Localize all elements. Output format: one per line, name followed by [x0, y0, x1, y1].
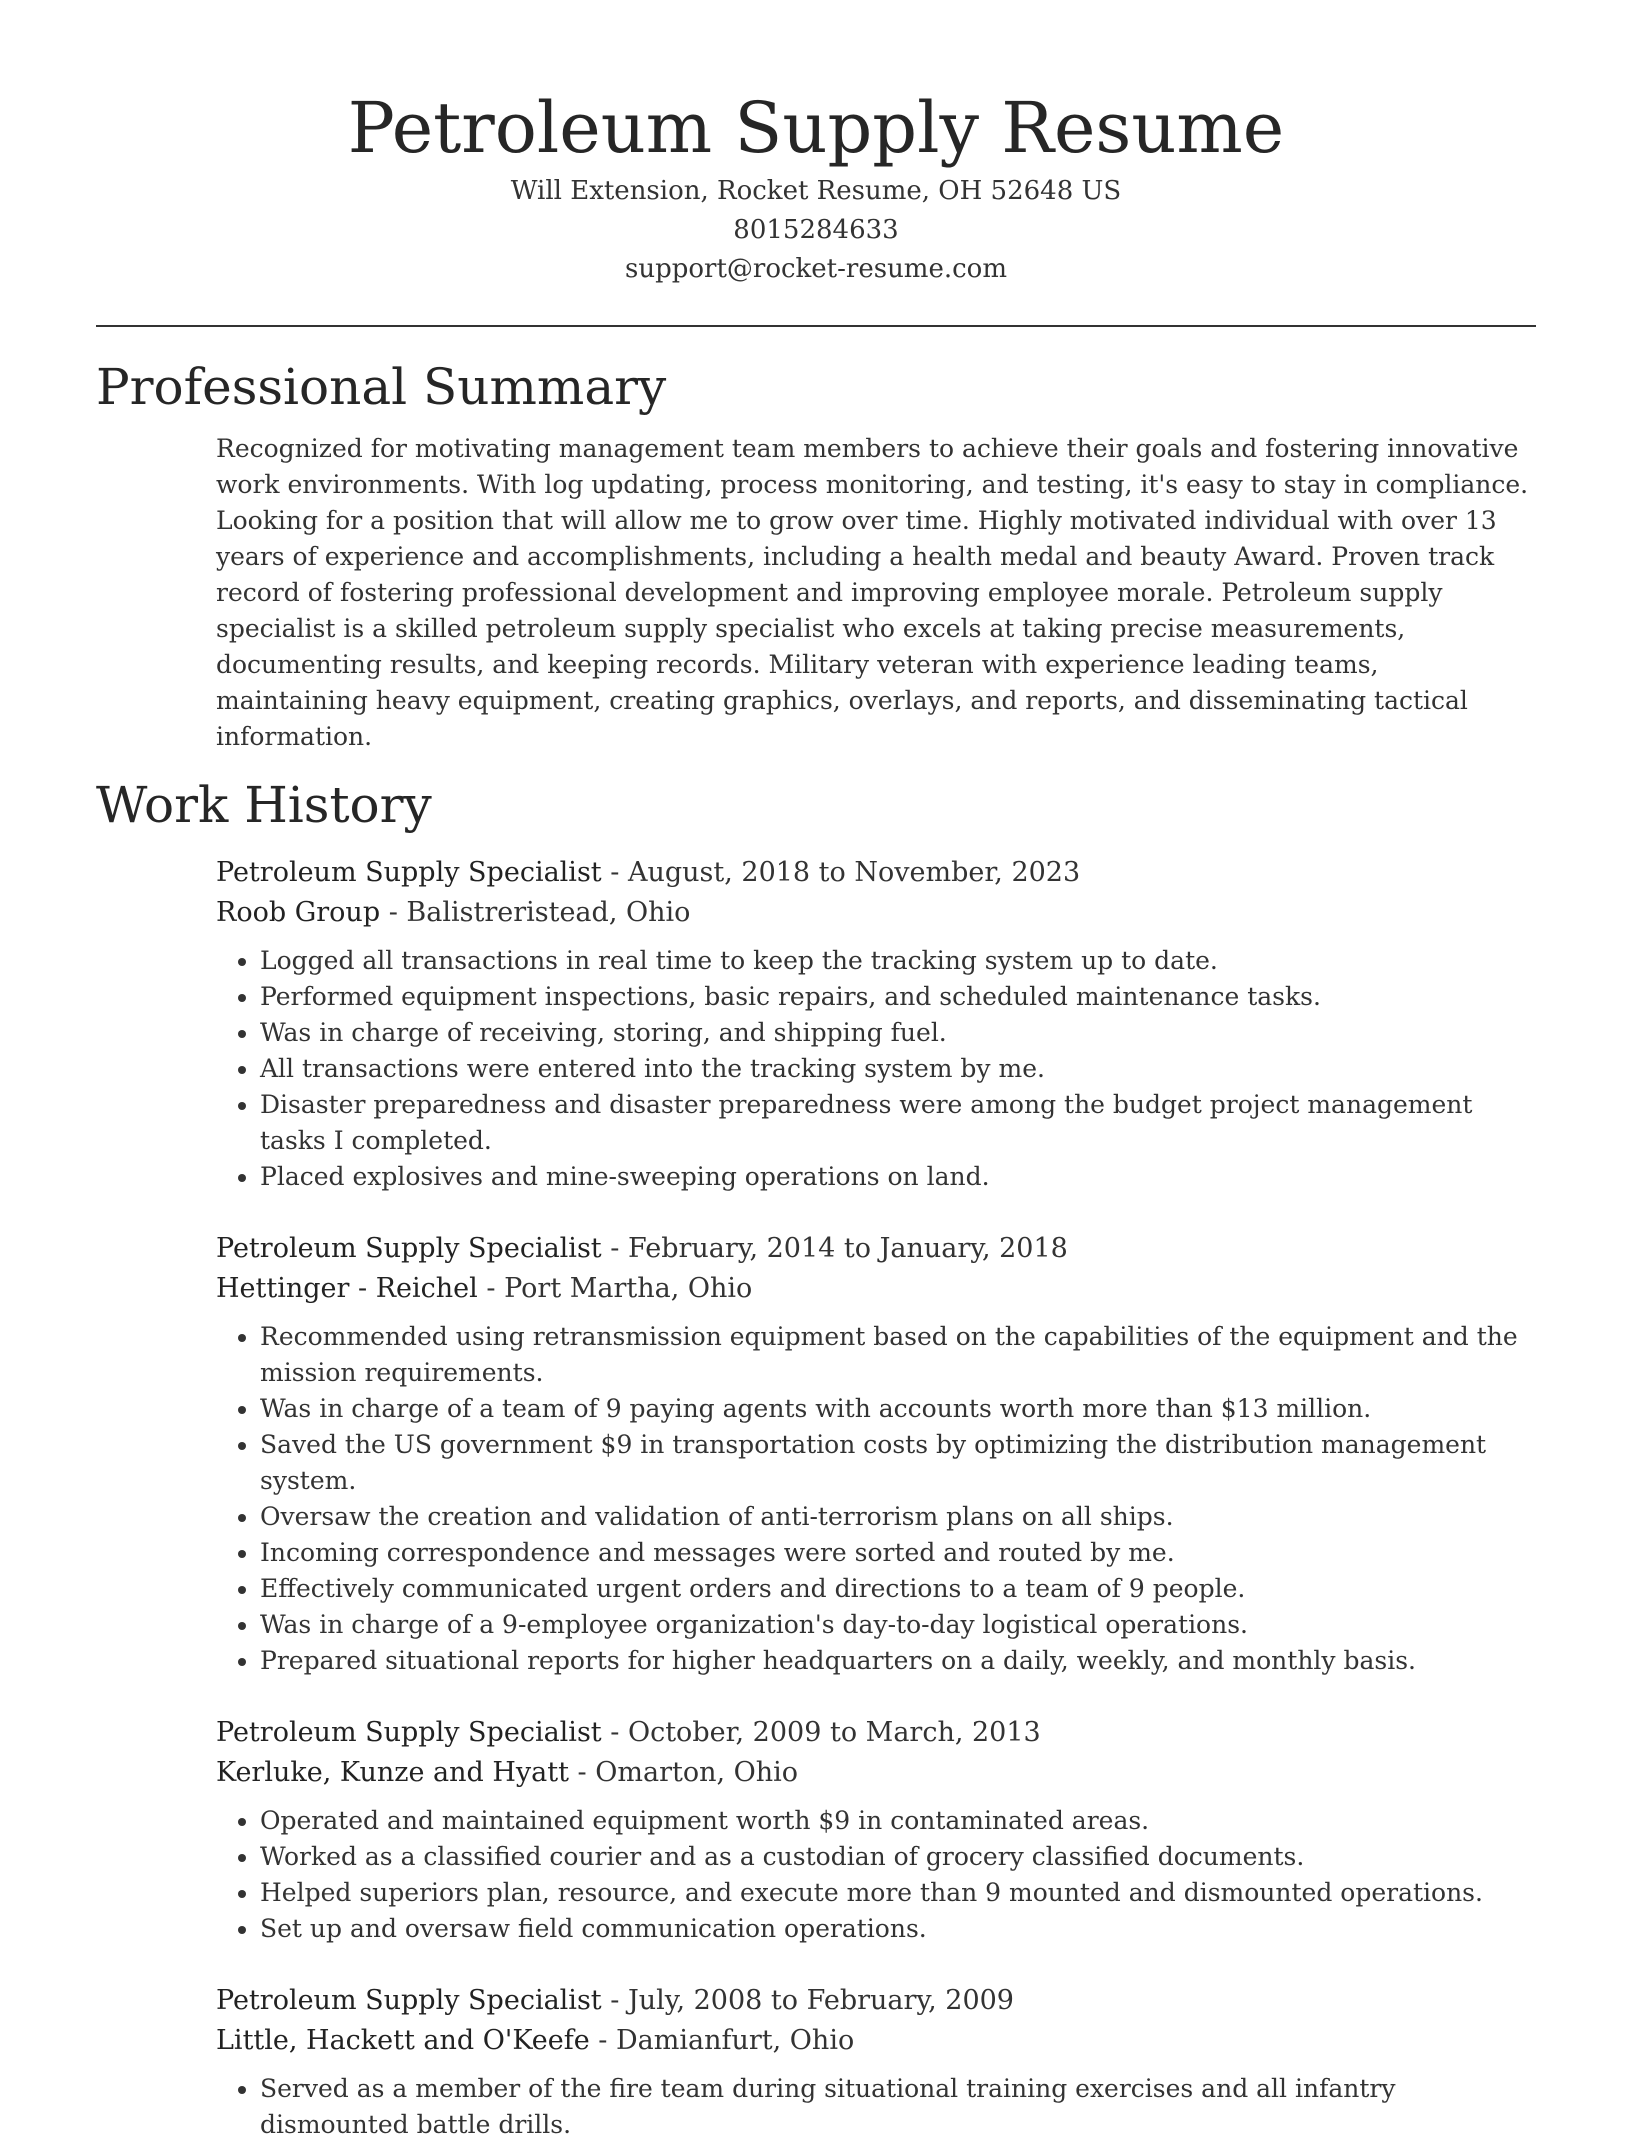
job-entry	[216, 1229, 1536, 1679]
resume-header	[96, 0, 1536, 289]
job-duty-item: • Oversaw the creation and validation of anti-terrorism plans on all ships.	[260, 1499, 1536, 1535]
job-duty-item: • All transactions were entered into the tracking system by me.	[260, 1051, 1536, 1087]
job-location: Damianfurt, Ohio	[616, 2025, 855, 2056]
job-company-line: Kerluke, Kunze and Hyatt - Omarton, Ohio	[216, 1757, 799, 1788]
job-company: Roob Group	[216, 897, 381, 928]
job-location: Balistreristead, Ohio	[406, 897, 691, 928]
job-duties-list	[216, 1803, 1536, 1947]
job-position: Petroleum Supply Specialist	[216, 1233, 602, 1264]
job-duty-item: • Operated and maintained equipment worth $9 in contaminated areas.	[260, 1803, 1536, 1839]
summary-section	[216, 431, 1536, 755]
job-company-line: Roob Group - Balistreristead, Ohio	[216, 897, 691, 928]
job-duty-item: • Incoming correspondence and messages were sorted and routed by me.	[260, 1535, 1536, 1571]
summary-heading: Professional Summary	[96, 358, 667, 416]
job-duty-item: • Performed equipment inspections, basic repairs, and scheduled maintenance tasks.	[260, 979, 1536, 1015]
job-duty-item: • Set up and oversaw field communication operations.	[260, 1911, 1536, 1947]
job-duty-item: • Logged all transactions in real time to keep the tracking system up to date.	[260, 943, 1536, 979]
job-title-line: Petroleum Supply Specialist - July, 2008 to February, 2009	[216, 1985, 1014, 2016]
job-company-line: Little, Hackett and O'Keefe - Damianfurt, Ohio	[216, 2025, 855, 2056]
job-entry	[216, 1713, 1536, 1947]
job-duty-item: • Prepared situational reports for higher headquarters on a daily, weekly, and monthly basis.	[260, 1643, 1536, 1679]
header-divider	[96, 325, 1536, 327]
job-duty-item: • Effectively communicated urgent orders and directions to a team of 9 people.	[260, 1571, 1536, 1607]
job-duty-item: • Helped superiors plan, resource, and execute more than 9 mounted and dismounted operations.	[260, 1875, 1536, 1911]
email-address: support@rocket-resume.com	[624, 254, 1007, 284]
job-duties-list	[216, 943, 1536, 1195]
job-position: Petroleum Supply Specialist	[216, 1985, 602, 2016]
job-company: Hettinger - Reichel	[216, 1273, 478, 1304]
job-position: Petroleum Supply Specialist	[216, 857, 602, 888]
job-dates: February, 2014 to January, 2018	[627, 1233, 1068, 1264]
work-history-heading: Work History	[96, 776, 432, 834]
job-title-line: Petroleum Supply Specialist - October, 2009 to March, 2013	[216, 1717, 1041, 1748]
job-entry	[216, 1981, 1536, 2143]
job-duty-item: • Disaster preparedness and disaster preparedness were among the budget project management tasks I completed.	[260, 1087, 1536, 1159]
job-duty-item: • Served as a member of the fire team during situational training exercises and all infantry dismounted battle drills.	[260, 2071, 1536, 2143]
resume-page	[96, 0, 1536, 2143]
job-duty-item: • Placed explosives and mine-sweeping operations on land.	[260, 1159, 1536, 1195]
job-dates: October, 2009 to March, 2013	[627, 1717, 1041, 1748]
job-title-line: Petroleum Supply Specialist - August, 2018 to November, 2023	[216, 857, 1081, 888]
phone-number: 8015284633	[733, 215, 899, 245]
summary-text: Recognized for motivating management team members to achieve their goals and fostering innovative work environments. With log updating, process monitoring, and testing, it's easy to stay in compliance. Looking for a position that will allow me to grow over time. Highly motivated individual with over 13 years of experience and accomplishments, including a health medal and beauty Award. Proven track record of fostering professional development and improving employee morale. Petroleum supply specialist is a skilled petroleum supply specialist who excels at taking precise measurements, documenting results, and keeping records. Military veteran with experience leading teams, maintaining heavy equipment, creating graphics, overlays, and reports, and disseminating tactical information.	[216, 434, 1529, 751]
job-duty-item: • Was in charge of receiving, storing, and shipping fuel.	[260, 1015, 1536, 1051]
job-location: Omarton, Ohio	[595, 1757, 799, 1788]
resume-title: Petroleum Supply Resume	[347, 87, 1285, 169]
work-history-section	[216, 853, 1536, 2143]
job-dates: July, 2008 to February, 2009	[627, 1985, 1014, 2016]
job-duty-item: • Recommended using retransmission equipment based on the capabilities of the equipment and the mission requirements.	[260, 1319, 1536, 1391]
job-duty-item: • Was in charge of a team of 9 paying agents with accounts worth more than $13 million.	[260, 1391, 1536, 1427]
job-duties-list	[216, 1319, 1536, 1679]
address: Will Extension, Rocket Resume, OH 52648 US	[510, 176, 1122, 206]
job-company-line: Hettinger - Reichel - Port Martha, Ohio	[216, 1273, 753, 1304]
job-duty-item: • Was in charge of a 9-employee organization's day-to-day logistical operations.	[260, 1607, 1536, 1643]
job-dates: August, 2018 to November, 2023	[627, 857, 1081, 888]
job-duties-list	[216, 2071, 1536, 2143]
job-company: Little, Hackett and O'Keefe	[216, 2025, 590, 2056]
job-location: Port Martha, Ohio	[504, 1273, 753, 1304]
job-position: Petroleum Supply Specialist	[216, 1717, 602, 1748]
job-duty-item: • Worked as a classified courier and as a custodian of grocery classified documents.	[260, 1839, 1536, 1875]
job-entry	[216, 853, 1536, 1195]
job-duty-item: • Saved the US government $9 in transportation costs by optimizing the distribution management system.	[260, 1427, 1536, 1499]
job-title-line: Petroleum Supply Specialist - February, 2014 to January, 2018	[216, 1233, 1068, 1264]
job-company: Kerluke, Kunze and Hyatt	[216, 1757, 569, 1788]
